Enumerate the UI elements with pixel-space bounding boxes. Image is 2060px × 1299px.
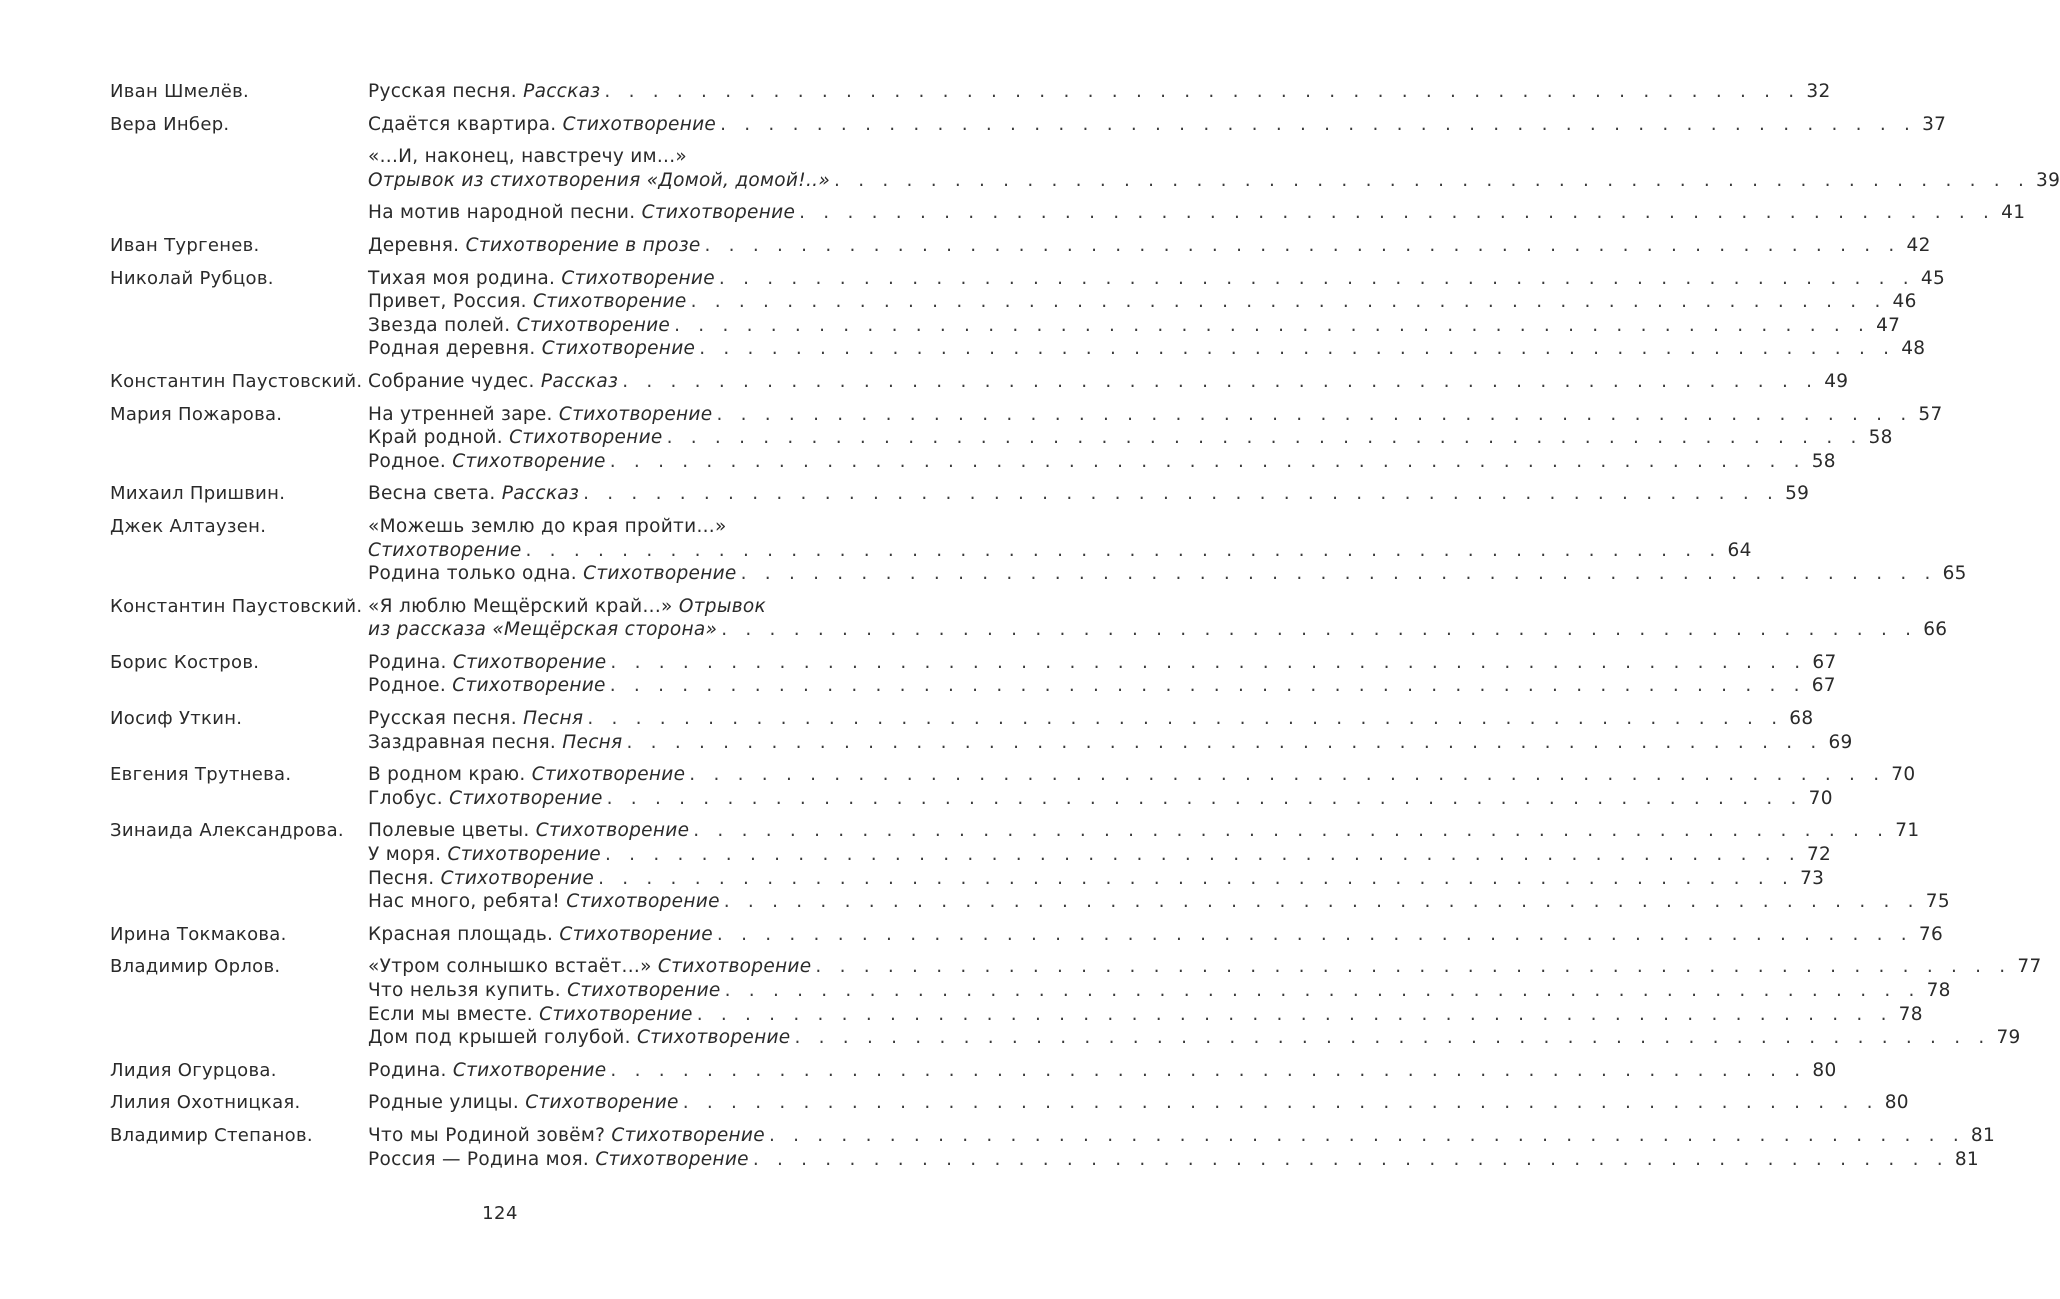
works-list — [368, 819, 1950, 913]
toc-entry — [110, 515, 1967, 586]
work-title: Сдаётся квартира. — [368, 113, 557, 135]
dot-leader: . . . . . . . . . . . . . . . . . . . . . . . . . . . . . . . . . . . . . . . . . . . . . . . . . . — [583, 483, 1780, 505]
works-list — [368, 234, 1931, 258]
page-reference: 75 — [1925, 891, 1950, 913]
toc-entry — [110, 763, 1916, 810]
page-reference: 41 — [2001, 202, 2026, 224]
dot-leader: . . . . . . . . . . . . . . . . . . . . . . . . . . . . . . . . . . . . . . . . . . . . . . . . . . — [610, 651, 1807, 673]
work-genre: Стихотворение — [657, 956, 812, 978]
toc-entry — [110, 370, 1849, 394]
toc-entry — [110, 234, 1931, 258]
work-genre: Рассказ — [501, 483, 580, 505]
toc-work[interactable] — [368, 1059, 1837, 1083]
page-reference: 77 — [2017, 956, 2042, 978]
dot-leader: . . . . . . . . . . . . . . . . . . . . . . . . . . . . . . . . . . . . . . . . . . . . . . . . . . — [609, 675, 1806, 697]
works-list — [368, 707, 1853, 754]
page-reference: 58 — [1811, 450, 1836, 472]
dot-leader: . . . . . . . . . . . . . . . . . . . . . . . . . . . . . . . . . . . . . . . . . . . . . . . . . . — [622, 370, 1819, 392]
toc-entry — [110, 267, 1946, 361]
author-name: Зинаида Александрова. — [110, 820, 344, 842]
work-title: Заздравная песня. — [368, 731, 557, 753]
author-name: Лилия Охотницкая. — [110, 1092, 301, 1114]
works-list — [368, 482, 1810, 506]
page-reference: 70 — [1808, 787, 1833, 809]
works-list — [368, 955, 2042, 1049]
work-title: Родное. — [368, 675, 447, 697]
toc-work[interactable] — [368, 819, 1920, 843]
page-reference: 39 — [2036, 169, 2060, 191]
work-genre: Стихотворение — [567, 980, 721, 1001]
author-name: Борис Костров. — [110, 651, 260, 673]
toc-work[interactable] — [368, 763, 1916, 787]
work-genre: Стихотворение — [561, 267, 715, 289]
toc-work[interactable] — [368, 979, 1951, 1003]
toc-work[interactable] — [368, 403, 1943, 427]
dot-leader: . . . . . . . . . . . . . . . . . . . . . . . . . . . . . . . . . . . . . . . . . . . . . . . . . . — [610, 1059, 1807, 1081]
author-name: Иосиф Уткин. — [110, 708, 243, 730]
toc-work[interactable] — [368, 787, 1833, 811]
author-name: Владимир Орлов. — [110, 956, 281, 978]
work-genre: Стихотворение — [566, 891, 720, 913]
work-title: В родном краю. — [368, 764, 526, 786]
toc-work[interactable] — [368, 337, 1926, 361]
works-list — [368, 923, 1944, 947]
work-genre: Стихотворение — [452, 1059, 607, 1081]
works-list — [368, 595, 1948, 642]
dot-leader: . . . . . . . . . . . . . . . . . . . . . . . . . . . . . . . . . . . . . . . . . . . . . . . . . . — [794, 1027, 1991, 1049]
work-title: Россия — Родина моя. — [368, 1148, 590, 1170]
toc-work[interactable] — [368, 80, 1831, 104]
dot-leader: . . . . . . . . . . . . . . . . . . . . . . . . . . . . . . . . . . . . . . . . . . . . . . . . . . — [587, 708, 1784, 730]
works-list — [368, 370, 1849, 394]
author-name: Джек Алтаузен. — [110, 515, 267, 537]
author-name: Михаил Пришвин. — [110, 483, 286, 505]
work-title: Привет, Россия. — [368, 291, 527, 313]
work-title: Родина только одна. — [368, 563, 577, 585]
page-reference: 37 — [1922, 113, 1947, 135]
toc-entry — [110, 955, 2042, 1049]
toc-work[interactable] — [368, 651, 1837, 675]
author-name: Вера Инбер. — [110, 113, 230, 135]
toc-entry — [110, 482, 1810, 506]
toc-entry — [110, 1059, 1837, 1083]
page-reference: 65 — [1942, 563, 1967, 585]
author-name: Мария Пожарова. — [110, 403, 283, 425]
work-title: Песня. — [368, 867, 435, 889]
author-name: Николай Рубцов. — [110, 267, 274, 289]
toc-work[interactable] — [368, 707, 1814, 731]
page-reference: 58 — [1868, 427, 1893, 449]
page-reference: 42 — [1906, 234, 1931, 256]
work-genre: Рассказ — [523, 81, 601, 102]
dot-leader: . . . . . . . . . . . . . . . . . . . . . . . . . . . . . . . . . . . . . . . . . . . . . . . . . . — [716, 923, 1913, 945]
page-reference: 32 — [1806, 81, 1831, 102]
work-genre: Стихотворение — [516, 314, 671, 336]
dot-leader: . . . . . . . . . . . . . . . . . . . . . . . . . . . . . . . . . . . . . . . . . . . . . . . . . . — [768, 1124, 1965, 1146]
toc-entry — [110, 923, 1944, 947]
dot-leader: . . . . . . . . . . . . . . . . . . . . . . . . . . . . . . . . . . . . . . . . . . . . . . . . . . — [799, 202, 1996, 224]
dot-leader: . . . . . . . . . . . . . . . . . . . . . . . . . . . . . . . . . . . . . . . . . . . . . . . . . . — [689, 764, 1886, 786]
dot-leader: . . . . . . . . . . . . . . . . . . . . . . . . . . . . . . . . . . . . . . . . . . . . . . . . . . — [525, 539, 1722, 561]
toc-work[interactable] — [368, 201, 2026, 225]
author-name: Лидия Огурцова. — [110, 1059, 277, 1081]
toc-work[interactable] — [368, 450, 1836, 474]
work-genre: Стихотворение — [558, 403, 713, 425]
work-genre: Стихотворение — [583, 563, 737, 585]
toc-work[interactable] — [368, 234, 1931, 258]
author-name: Иван Тургенев. — [110, 234, 260, 256]
page-reference: 81 — [1954, 1148, 1979, 1170]
toc-work[interactable] — [368, 843, 1832, 867]
works-list — [368, 1091, 1909, 1115]
dot-leader: . . . . . . . . . . . . . . . . . . . . . . . . . . . . . . . . . . . . . . . . . . . . . . . . . . — [834, 169, 2031, 191]
page-reference: 72 — [1806, 844, 1832, 866]
dot-leader: . . . . . . . . . . . . . . . . . . . . . . . . . . . . . . . . . . . . . . . . . . . . . . . . . . — [609, 450, 1806, 472]
work-genre: Стихотворение — [611, 1124, 765, 1146]
dot-leader: . . . . . . . . . . . . . . . . . . . . . . . . . . . . . . . . . . . . . . . . . . . . . . . . . . — [626, 731, 1823, 753]
work-title: Если мы вместе. — [368, 1003, 533, 1025]
work-genre: Стихотворение — [562, 113, 717, 135]
works-list — [368, 651, 1837, 698]
work-genre: Стихотворение — [539, 1003, 693, 1025]
dot-leader: . . . . . . . . . . . . . . . . . . . . . . . . . . . . . . . . . . . . . . . . . . . . . . . . . . — [682, 1092, 1879, 1114]
page-reference: 67 — [1811, 675, 1836, 697]
work-title: Родина. — [368, 651, 447, 673]
toc-work[interactable] — [368, 1026, 2021, 1050]
page-reference: 59 — [1785, 483, 1810, 505]
dot-leader: . . . . . . . . . . . . . . . . . . . . . . . . . . . . . . . . . . . . . . . . . . . . . . . . . . — [723, 891, 1920, 913]
toc-work[interactable] — [368, 267, 1946, 291]
page-reference: 45 — [1920, 267, 1946, 289]
dot-leader: . . . . . . . . . . . . . . . . . . . . . . . . . . . . . . . . . . . . . . . . . . . . . . . . . . — [605, 844, 1801, 866]
dot-leader: . . . . . . . . . . . . . . . . . . . . . . . . . . . . . . . . . . . . . . . . . . . . . . . . . . — [724, 980, 1921, 1001]
page-reference: 48 — [1901, 338, 1926, 360]
page-reference: 79 — [1996, 1027, 2021, 1049]
dot-leader: . . . . . . . . . . . . . . . . . . . . . . . . . . . . . . . . . . . . . . . . . . . . . . . . . . — [752, 1148, 1949, 1170]
toc-work[interactable] — [368, 290, 1917, 314]
work-genre: Стихотворение — [525, 1092, 679, 1114]
work-genre: Отрывок — [678, 595, 767, 617]
dot-leader: . . . . . . . . . . . . . . . . . . . . . . . . . . . . . . . . . . . . . . . . . . . . . . . . . . — [598, 867, 1795, 889]
work-genre: Рассказ — [540, 370, 619, 392]
toc-work[interactable] — [368, 515, 1752, 562]
work-genre: Песня — [562, 731, 623, 753]
work-title: Дом под крышей голубой. — [368, 1027, 631, 1049]
work-title: Что нельзя купить. — [368, 980, 561, 1001]
toc-entry — [110, 80, 1831, 104]
dot-leader: . . . . . . . . . . . . . . . . . . . . . . . . . . . . . . . . . . . . . . . . . . . . . . . . . . — [699, 338, 1896, 360]
toc-entry — [110, 595, 1948, 642]
dot-leader: . . . . . . . . . . . . . . . . . . . . . . . . . . . . . . . . . . . . . . . . . . . . . . . . . . — [720, 113, 1917, 135]
work-genre: Стихотворение — [541, 338, 696, 360]
work-genre: Стихотворение — [595, 1148, 749, 1170]
work-genre: Отрывок из стихотворения «Домой, домой!..» — [368, 169, 831, 191]
page-reference: 49 — [1824, 370, 1849, 392]
toc-entry — [110, 651, 1837, 698]
toc-work[interactable] — [368, 867, 1825, 891]
work-title-line: «Можешь землю до края пройти...» — [368, 515, 727, 537]
author-name: Ирина Токмакова. — [110, 923, 287, 945]
work-genre: Стихотворение — [531, 764, 686, 786]
dot-leader: . . . . . . . . . . . . . . . . . . . . . . . . . . . . . . . . . . . . . . . . . . . . . . . . . . — [740, 563, 1937, 585]
dot-leader: . . . . . . . . . . . . . . . . . . . . . . . . . . . . . . . . . . . . . . . . . . . . . . . . . . — [690, 291, 1887, 313]
dot-leader: . . . . . . . . . . . . . . . . . . . . . . . . . . . . . . . . . . . . . . . . . . . . . . . . . . — [666, 427, 1863, 449]
dot-leader: . . . . . . . . . . . . . . . . . . . . . . . . . . . . . . . . . . . . . . . . . . . . . . . . . . — [674, 314, 1871, 336]
toc-work[interactable] — [368, 731, 1853, 755]
dot-leader: . . . . . . . . . . . . . . . . . . . . . . . . . . . . . . . . . . . . . . . . . . . . . . . . . . — [704, 234, 1901, 256]
toc-work[interactable] — [368, 955, 2042, 979]
page-reference: 78 — [1926, 980, 1951, 1001]
works-list — [368, 113, 2060, 225]
work-title: Собрание чудес. — [368, 370, 535, 392]
work-genre: Стихотворение в прозе — [465, 234, 701, 256]
work-title: Звезда полей. — [368, 314, 511, 336]
work-title: На мотив народной песни. — [368, 202, 636, 224]
author-name: Владимир Степанов. — [110, 1124, 313, 1146]
dot-leader: . . . . . . . . . . . . . . . . . . . . . . . . . . . . . . . . . . . . . . . . . . . . . . . . . . — [606, 787, 1803, 809]
toc-work[interactable] — [368, 113, 1947, 137]
work-title: Родина. — [368, 1059, 447, 1081]
work-title: Что мы Родиной зовём? — [368, 1124, 606, 1146]
toc-work[interactable] — [368, 923, 1944, 947]
work-title: Русская песня. — [368, 708, 517, 730]
work-genre: Стихотворение — [452, 651, 607, 673]
works-list — [368, 1059, 1837, 1083]
toc-work[interactable] — [368, 595, 1948, 642]
toc-work[interactable] — [368, 1003, 1923, 1027]
work-title: Русская песня. — [368, 81, 517, 102]
works-list — [368, 267, 1946, 361]
author-name: Константин Паустовский. — [110, 370, 363, 392]
author-name: Константин Паустовский. — [110, 595, 363, 617]
dot-leader: . . . . . . . . . . . . . . . . . . . . . . . . . . . . . . . . . . . . . . . . . . . . . . . . . . — [716, 403, 1913, 425]
dot-leader: . . . . . . . . . . . . . . . . . . . . . . . . . . . . . . . . . . . . . . . . . . . . . . . . . . — [815, 956, 2012, 978]
work-title: Деревня. — [368, 234, 460, 256]
page-reference: 81 — [1970, 1124, 1996, 1146]
page-reference: 66 — [1923, 619, 1948, 641]
work-title: Нас много, ребята! — [368, 891, 561, 913]
page-number: 124 — [482, 1203, 518, 1224]
toc-entry — [110, 113, 2060, 225]
works-list — [368, 80, 1831, 104]
work-genre: Стихотворение — [509, 427, 663, 449]
work-genre: Стихотворение — [452, 450, 606, 472]
work-title: Край родной. — [368, 427, 503, 449]
works-list — [368, 515, 1967, 586]
author-name: Евгения Трутнева. — [110, 764, 292, 786]
page-reference: 47 — [1876, 314, 1901, 336]
page-reference: 64 — [1727, 539, 1752, 561]
toc-work[interactable] — [368, 562, 1967, 586]
work-title: Полевые цветы. — [368, 820, 530, 842]
work-title-line: «...И, наконец, навстречу им...» — [368, 146, 688, 168]
page-reference: 67 — [1812, 651, 1837, 673]
work-title: Весна света. — [368, 483, 496, 505]
work-genre: Стихотворение — [636, 1027, 791, 1049]
dot-leader: . . . . . . . . . . . . . . . . . . . . . . . . . . . . . . . . . . . . . . . . . . . . . . . . . . — [721, 619, 1918, 641]
work-genre: Стихотворение — [440, 867, 595, 889]
toc-work[interactable] — [368, 674, 1836, 698]
toc-work[interactable] — [368, 314, 1901, 338]
work-genre: из рассказа «Мещёрская сторона» — [368, 619, 718, 641]
toc-work[interactable] — [368, 890, 1950, 914]
works-list — [368, 403, 1943, 474]
toc-entry — [110, 403, 1943, 474]
works-list — [368, 763, 1916, 810]
work-title: Тихая моя родина. — [368, 267, 556, 289]
work-title: Родные улицы. — [368, 1092, 520, 1114]
toc-entry — [110, 819, 1950, 913]
work-title: У моря. — [368, 844, 442, 866]
page-reference: 68 — [1789, 708, 1814, 730]
work-title: На утренней заре. — [368, 403, 553, 425]
work-title: «Утром солнышко встаёт...» — [368, 956, 652, 978]
toc-work[interactable] — [368, 1124, 1996, 1148]
page-reference: 70 — [1891, 764, 1916, 786]
toc-entry — [110, 1124, 1996, 1171]
page-reference: 76 — [1918, 923, 1944, 945]
page-reference: 46 — [1892, 291, 1917, 313]
page-reference: 73 — [1800, 867, 1825, 889]
author-name: Иван Шмелёв. — [110, 81, 250, 102]
toc-entry — [110, 1091, 1909, 1115]
table-of-contents — [110, 80, 2060, 1180]
page-reference: 71 — [1895, 820, 1920, 842]
toc-work[interactable] — [368, 145, 2060, 192]
work-title: Красная площадь. — [368, 923, 554, 945]
dot-leader: . . . . . . . . . . . . . . . . . . . . . . . . . . . . . . . . . . . . . . . . . . . . . . . . . . — [696, 1003, 1893, 1025]
work-genre: Песня — [523, 708, 584, 730]
work-title: Глобус. — [368, 787, 443, 809]
toc-work[interactable] — [368, 370, 1849, 394]
work-genre: Стихотворение — [452, 675, 606, 697]
page-reference: 80 — [1884, 1092, 1909, 1114]
toc-entry — [110, 707, 1853, 754]
page-reference: 80 — [1812, 1059, 1837, 1081]
work-genre: Стихотворение — [368, 539, 522, 561]
toc-work[interactable] — [368, 482, 1810, 506]
page-reference: 69 — [1828, 731, 1853, 753]
toc-work[interactable] — [368, 426, 1893, 450]
page-reference: 78 — [1898, 1003, 1923, 1025]
work-genre: Стихотворение — [641, 202, 796, 224]
work-title: Родная деревня. — [368, 338, 536, 360]
work-genre: Стихотворение — [559, 923, 713, 945]
works-list — [368, 1124, 1996, 1171]
dot-leader: . . . . . . . . . . . . . . . . . . . . . . . . . . . . . . . . . . . . . . . . . . . . . . . . . . — [718, 267, 1915, 289]
work-title: Родное. — [368, 450, 447, 472]
work-genre: Стихотворение — [449, 787, 603, 809]
dot-leader: . . . . . . . . . . . . . . . . . . . . . . . . . . . . . . . . . . . . . . . . . . . . . . . . . . — [693, 820, 1890, 842]
work-genre: Стихотворение — [533, 291, 687, 313]
work-genre: Стихотворение — [535, 820, 690, 842]
toc-work[interactable] — [368, 1148, 1979, 1172]
toc-work[interactable] — [368, 1091, 1909, 1115]
work-title-line: «Я люблю Мещёрский край...» — [368, 595, 673, 617]
work-genre: Стихотворение — [447, 844, 601, 866]
dot-leader: . . . . . . . . . . . . . . . . . . . . . . . . . . . . . . . . . . . . . . . . . . . . . . . . . . — [604, 81, 1801, 102]
page-reference: 57 — [1918, 403, 1943, 425]
